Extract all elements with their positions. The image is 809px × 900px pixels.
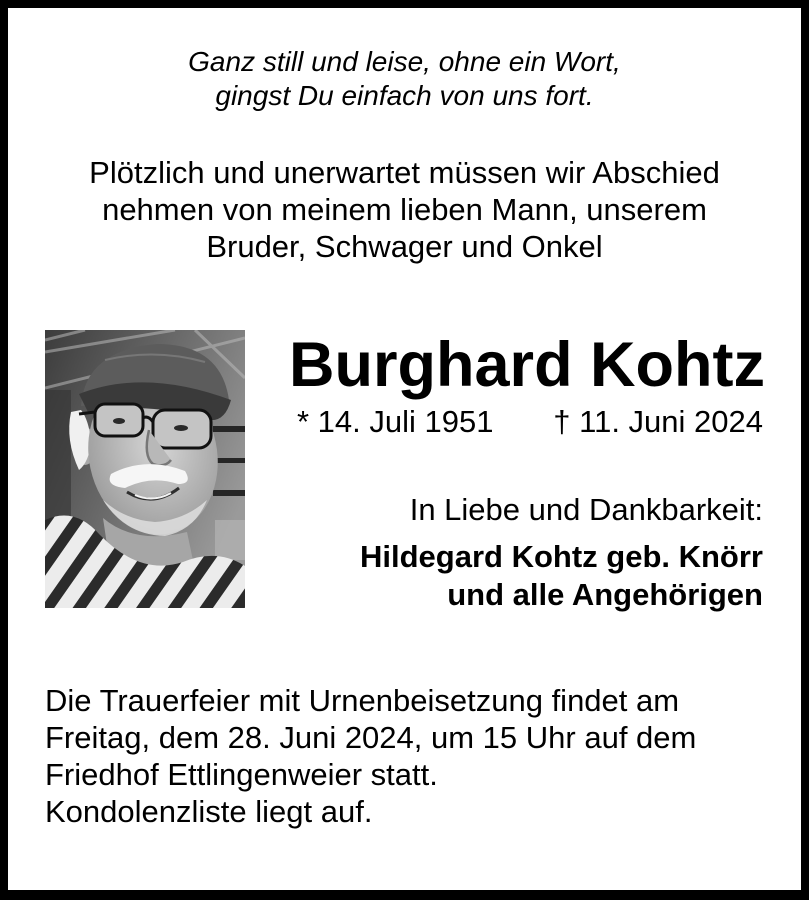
mourner-line-2: und alle Angehörigen xyxy=(447,577,763,612)
announcement-text xyxy=(0,154,809,265)
deceased-name: Burghard Kohtz xyxy=(289,330,765,400)
mourners-intro: In Liebe und Dankbarkeit: xyxy=(409,492,763,527)
service-line: Freitag, dem 28. Juni 2024, um 15 Uhr auf dem xyxy=(45,720,697,755)
poem-line-2: gingst Du einfach von uns fort. xyxy=(215,80,594,111)
service-line: Friedhof Ettlingenweier statt. xyxy=(45,757,438,792)
announcement-line: Bruder, Schwager und Onkel xyxy=(206,229,603,264)
birth-date: * 14. Juli 1951 xyxy=(297,404,494,439)
mourner-line-1: Hildegard Kohtz geb. Knörr xyxy=(360,539,763,574)
service-line: Die Trauerfeier mit Urnenbeisetzung findet am xyxy=(45,683,680,718)
service-line: Kondolenzliste liegt auf. xyxy=(45,794,373,829)
service-details xyxy=(45,682,696,830)
poem-line-1: Ganz still und leise, ohne ein Wort, xyxy=(188,46,621,77)
announcement-line: Plötzlich und unerwartet müssen wir Abschied xyxy=(89,155,720,190)
death-date: † 11. Juni 2024 xyxy=(553,404,763,439)
announcement-line: nehmen von meinem lieben Mann, unserem xyxy=(102,192,707,227)
portrait-photo xyxy=(45,330,245,608)
